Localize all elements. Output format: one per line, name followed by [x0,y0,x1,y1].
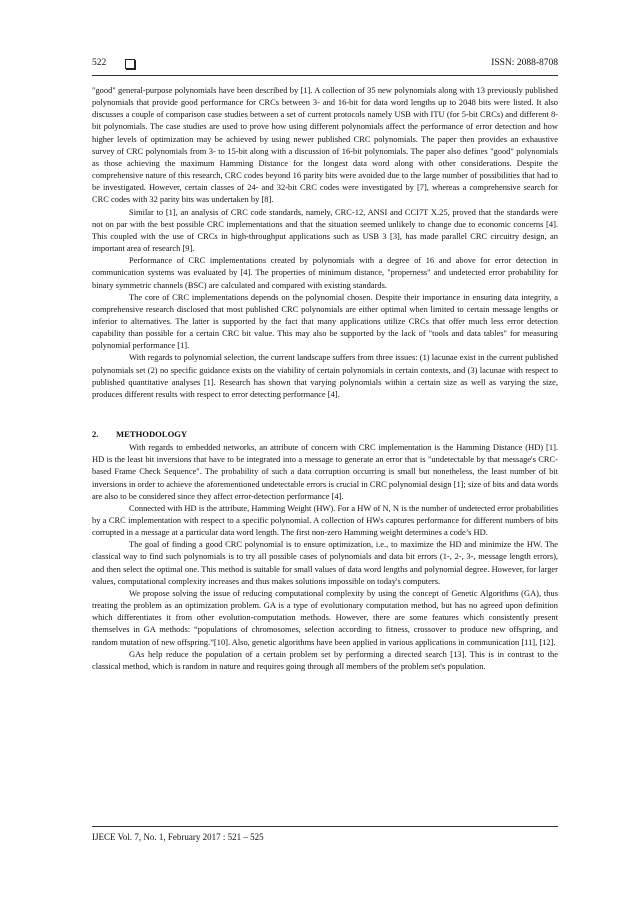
checkbox-square-icon [125,59,135,69]
journal-citation: IJECE Vol. 7, No. 1, February 2017 : 521 – 525 [92,832,264,842]
issn-label: ISSN: 2088-8708 [491,58,558,68]
paragraph: With regards to embedded networks, an attribute of concern with CRC implementation is the Hamming Distance (HD) [1]. HD is the least bit inversions that have to be integrated into a message to generate an error that is "undetectable by that message's CRC-based Frame Check Sequence". The probability of such a data corruption occurring is small but nonetheless, the least number of bit inversions in order to achieve the aforementioned undetectable errors is crucial in CRC polynomial design [1]; size of bits and data words are also to be considered since they affect error-detection performance [4]. [92,442,558,501]
footer-rule [92,826,558,827]
paragraph: The goal of finding a good CRC polynomial is to ensure optimization, i.e., to maximize the HD and minimize the HW. The classical way to find such polynomials is to try all possible cases of polynomials and data bit errors (1-, 2-, 3-, message length errors), and then select the optimal one. This method is suitable for small values of data word lengths and polynomial degree. However, for larger values, computational complexity increases and thus makes solutions impossible on today's computers. [92,539,558,586]
page-number: 522 [92,58,107,68]
paragraph: Performance of CRC implementations created by polynomials with a degree of 16 and above for error detection in communication systems was evaluated by [4]. The properties of minimum distance, "properness" and undetected error probability for binary symmetric channels (BSC) are calculated and compared with existing standards. [92,255,558,290]
paragraph: "good" general-purpose polynomials have been described by [1]. A collection of 35 new polynomials along with 13 previously published polynomials that provide good performance for CRCs between 3- and 16-bit for data word lengths up to 2048 bits were listed. It also discusses a couple of comparison case studies between a set of current protocols namely USB with ITU (for 5-bit CRCs) and different 8-bit polynomials. The case studies are used to prove how using different polynomials affect the performance of error detection and how higher levels of optimization may be achieved by using newer published CRC polynomials. The paper then provides an exhaustive survey of CRC polynomials from 3- to 15-bit along with a discussion of 16-bit polynomials. The paper also defines "good" polynomials as those achieving the maximum Hamming Distance for the longest data word along with other considerations. Despite the comprehensive nature of this research, CRC codes beyond 16 parity bits were avoided due to the large number of possibilities that had to be investigated. However, certain classes of 24- and 32-bit CRC codes were investigated by [7], whereas a comprehensive search for CRC codes with 32 parity bits was undertaken by [8]. [92,85,558,205]
running-header [92,58,558,74]
paragraph: GAs help reduce the population of a certain problem set by performing a directed search [13]. This is in contrast to the classical method, which is random in nature and requires going through all members of the problem set's population. [92,648,558,671]
paragraph: We propose solving the issue of reducing computational complexity by using the concept of Genetic Algorithms (GA), thus treating the problem as an optimization problem. GA is a type of evolutionary computation method, but has no agreed upon definition which differentiates it from other evolution-computation methods. However, there are some features which consistently present themselves in GA methods: “populations of chromosomes, selection according to fitness, crossover to produce new offspring, and random mutation of new offspring.”[10]. Also, genetic algorithms have been applied in various applications in communication [11], [12]. [92,587,558,647]
paragraph: The core of CRC implementations depends on the polynomial chosen. Despite their importance in ensuring data integrity, a comprehensive research disclosed that most published CRC polynomials are either optimal when limited to certain message lengths or inferior to alternatives. The latter is supported by the fact that many applications utilize CRCs that offer much less error detection capability than possible for a certain CRC bit value. This may also be supported by the lack of "tools and data tables" for measuring polynomial performance [1]. [92,291,558,351]
body-text [92,84,558,672]
section-heading [92,428,558,440]
section-number: 2. [92,429,99,440]
paragraph: Connected with HD is the attribute, Hamming Weight (HW). For a HW of N, N is the number of undetected error probabilities by a CRC implementation with respect to a specific polynomial. A collection of HWs captures performance for different numbers of bits corrupted in a message at a particular data word length. The first non-zero Hamming weight determines a code’s HD. [92,502,558,538]
paragraph: With regards to polynomial selection, the current landscape suffers from three issues: (1) lacunae exist in the current published polynomials set (2) no specific guidance exists on the viability of certain polynomials in certain contexts, and (3) lacunae with respect to published quantitative analyses [1]. Research has shown that varying polynomials within a certain size as well as varying the size, produces different results with respect to error detecting performance [4]. [92,352,558,399]
section-title: METHODOLOGY [116,429,188,440]
header-rule [92,75,558,76]
paragraph: Similar to [1], an analysis of CRC code standards, namely, CRC-12, ANSI and CCI7T X.25, proved that the standards were not on par with the best possible CRC implementations and that the situation seemed unlikely to change due to economic concerns [4]. This coupled with the use of CRCs in high-throughput applications such as USB 3 [3], has made parallel CRC circuitry design, an important area of research [9]. [92,206,558,254]
